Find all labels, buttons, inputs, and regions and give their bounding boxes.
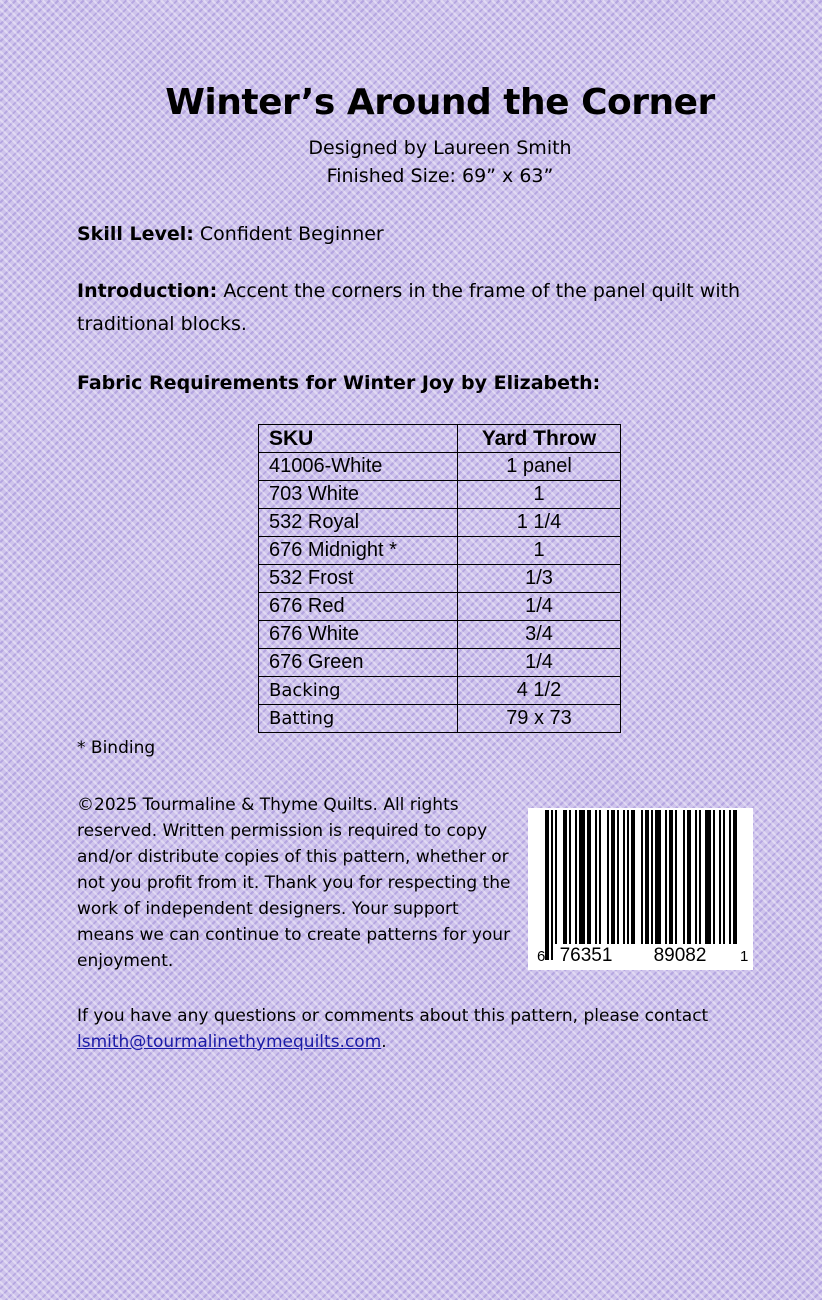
introduction <box>77 275 757 341</box>
barcode-bar <box>551 810 553 960</box>
barcode-bar <box>699 810 701 944</box>
introduction-label: Introduction: <box>77 280 218 302</box>
barcode-bar <box>733 810 737 944</box>
column-header-sku: SKU <box>259 425 458 453</box>
table-row <box>259 593 621 621</box>
barcode-bar <box>655 810 661 944</box>
table-row <box>259 649 621 677</box>
qty-cell: 79 x 73 <box>458 705 621 733</box>
barcode-bar <box>645 810 649 944</box>
table-row <box>259 537 621 565</box>
table-row <box>259 453 621 481</box>
sku-cell: 532 Royal <box>259 509 458 537</box>
table-row <box>259 705 621 733</box>
pattern-title: Winter’s Around the Corner <box>165 82 715 123</box>
barcode-bar <box>563 810 567 944</box>
sku-cell: 676 Red <box>259 593 458 621</box>
barcode-right-group: 89082 <box>653 945 707 966</box>
barcode-bar <box>617 810 619 944</box>
sku-cell: Batting <box>259 705 458 733</box>
skill-level-label: Skill Level: <box>77 223 194 245</box>
qty-cell: 1 panel <box>458 453 621 481</box>
barcode-bar <box>705 810 711 944</box>
qty-cell: 1/3 <box>458 565 621 593</box>
qty-cell: 1/4 <box>458 649 621 677</box>
qty-cell: 3/4 <box>458 621 621 649</box>
qty-cell: 4 1/2 <box>458 677 621 705</box>
qty-cell: 1 <box>458 537 621 565</box>
sku-cell: 676 Midnight * <box>259 537 458 565</box>
qty-cell: 1 <box>458 481 621 509</box>
introduction-text: Accent the corners in the frame of the panel quilt with traditional blocks. <box>77 280 741 335</box>
barcode-bar <box>675 810 677 944</box>
barcode-bar <box>587 810 591 944</box>
table-row <box>259 481 621 509</box>
contact-email-link[interactable]: lsmith@tourmalinethymequilts.com <box>77 1032 382 1052</box>
barcode-bar <box>595 810 597 944</box>
contact-text: If you have any questions or comments about this pattern, please contact <box>77 1006 709 1026</box>
binding-footnote: * Binding <box>77 738 156 758</box>
barcode-bar <box>569 810 571 944</box>
sku-cell: 703 White <box>259 481 458 509</box>
barcode-bar <box>695 810 697 944</box>
copyright-notice: ©2025 Tourmaline & Thyme Quilts. All rights reserved. Written permission is required to copy and/or distribute copies of this pattern, whether or not you profit from it. Thank you for respecting the work of independent designers. Your support means we can continue to create patterns for your enjoyment. <box>77 795 511 971</box>
qty-cell: 1 1/4 <box>458 509 621 537</box>
column-header-yard-throw: Yard Throw <box>458 425 621 453</box>
barcode-bar <box>669 810 673 944</box>
barcode-bar <box>729 810 731 944</box>
sku-cell: 676 White <box>259 621 458 649</box>
barcode-bar <box>687 810 691 944</box>
barcode-bar <box>611 810 615 944</box>
table-row <box>259 621 621 649</box>
barcode-bar <box>631 810 635 944</box>
designer-credit: Designed by Laureen Smith <box>308 137 572 159</box>
barcode-bar <box>607 810 609 944</box>
barcode-bar <box>665 810 667 944</box>
barcode-bar <box>627 810 629 944</box>
table-row <box>259 677 621 705</box>
fabric-heading: Fabric Requirements for Winter Joy by Elizabeth: <box>77 372 601 394</box>
barcode-bar <box>723 810 725 944</box>
sku-cell: 532 Frost <box>259 565 458 593</box>
contact-paragraph <box>77 1003 777 1055</box>
barcode-bar <box>713 810 715 944</box>
table-row <box>259 509 621 537</box>
barcode-bar <box>719 810 721 944</box>
upc-barcode <box>528 808 753 970</box>
table-header-row <box>259 425 621 453</box>
barcode-bar <box>651 810 653 944</box>
sku-cell: 676 Green <box>259 649 458 677</box>
sku-cell: Backing <box>259 677 458 705</box>
skill-level-value: Confident Beginner <box>199 223 384 245</box>
barcode-bar <box>599 810 601 944</box>
barcode-left-group: 76351 <box>559 945 613 966</box>
barcode-bar <box>641 810 643 944</box>
barcode-bar <box>683 810 685 944</box>
barcode-check-digit: 1 <box>740 948 749 965</box>
finished-size: Finished Size: 69” x 63” <box>326 165 554 187</box>
barcode-bar <box>545 810 549 960</box>
skill-level <box>77 218 757 251</box>
barcode-icon <box>528 808 753 970</box>
table-row <box>259 565 621 593</box>
barcode-lead-digit: 6 <box>537 948 546 965</box>
qty-cell: 1/4 <box>458 593 621 621</box>
contact-trailing: . <box>381 1032 387 1052</box>
barcode-bar <box>555 810 557 944</box>
barcode-bar <box>575 810 577 944</box>
fabric-requirements-table <box>258 424 621 733</box>
barcode-bar <box>623 810 625 944</box>
sku-cell: 41006-White <box>259 453 458 481</box>
barcode-bar <box>579 810 585 944</box>
